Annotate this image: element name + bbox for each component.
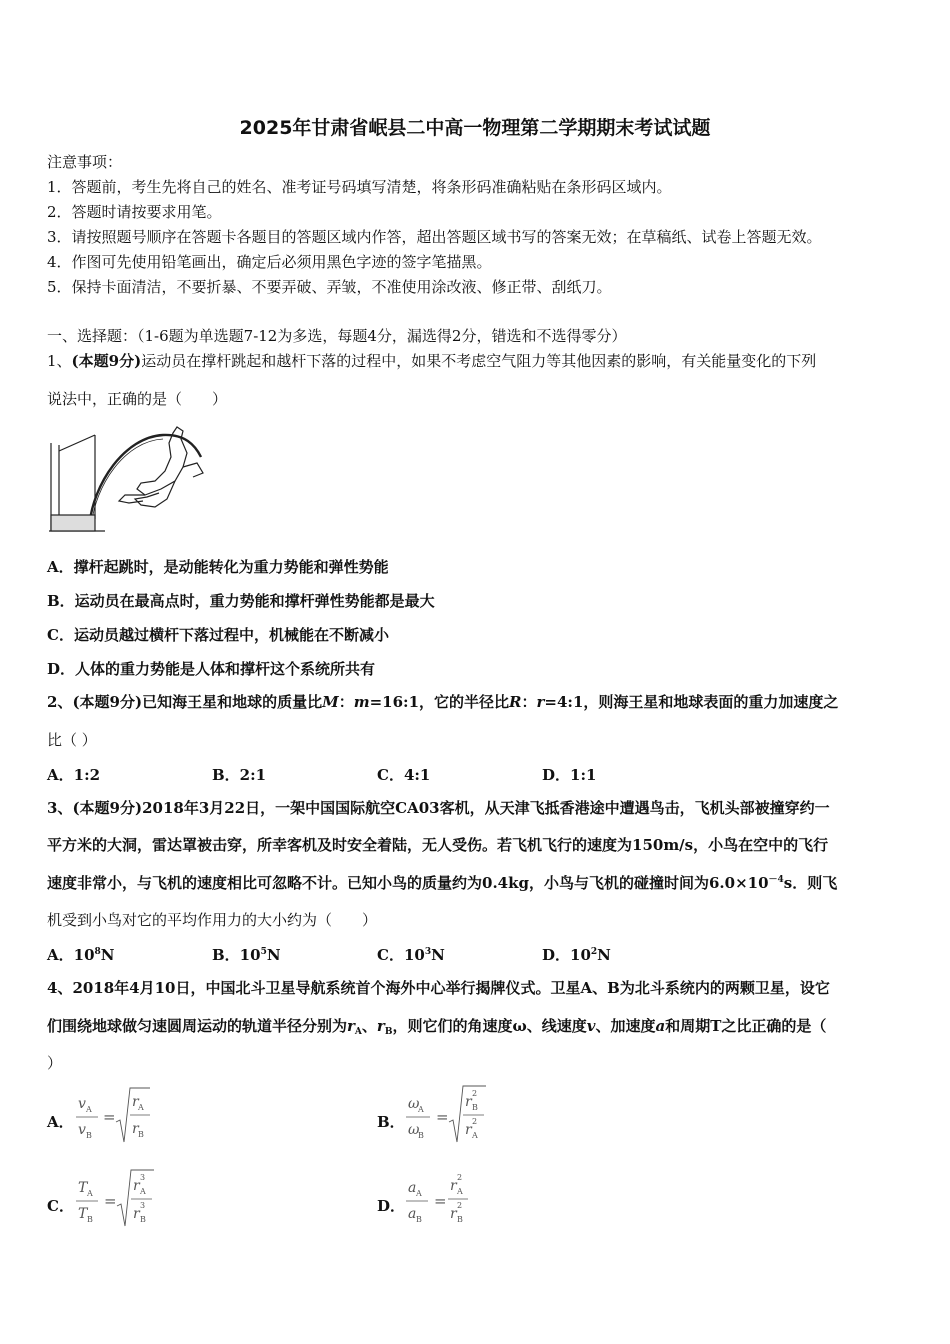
formula-c	[74, 1168, 174, 1230]
svg-text:B: B	[472, 1103, 478, 1112]
question-4-line1	[47, 978, 830, 998]
symbol-v: v	[586, 1017, 596, 1035]
svg-text:A: A	[416, 1189, 422, 1198]
svg-text:r: r	[133, 1206, 140, 1222]
option-b: B．运动员在最高点时，重力势能和撑杆弹性势能都是最大	[47, 592, 435, 610]
question-text: 2018年4月10日，中国北斗卫星导航系统首个海外中心举行揭牌仪式。卫星A、B为北斗系统内的两颗卫星，设它	[72, 979, 830, 997]
crossbar	[59, 435, 95, 451]
svg-text:a: a	[408, 1180, 417, 1196]
question-3-line3	[47, 873, 837, 893]
question-1-line2: 说法中，正确的是（ ）	[47, 390, 228, 408]
svg-text:T: T	[78, 1206, 88, 1222]
notice-item: 5．保持卡面清洁，不要折暴、不要弄破、弄皱，不准使用涂改液、修正带、刮纸刀。	[47, 278, 612, 296]
svg-text:3: 3	[140, 1173, 146, 1182]
question-1-line1	[47, 351, 816, 371]
pole-vault-illustration	[45, 423, 215, 533]
question-text: 速度非常小，与飞机的速度相比可忽略不计。已知小鸟的质量约为0.4kg，小鸟与飞机的碰撞时间为6.0×10	[47, 874, 769, 892]
option-c: C．$10^3N$	[377, 946, 445, 964]
question-text: 2018年3月22日，一架中国国际航空CA03客机，从天津飞抵香港途中遭遇鸟击，飞机头部被撞穿约一	[142, 799, 830, 817]
question-text: 运动员在撑杆跳起和越杆下落的过程中，如果不考虑空气阻力等其他因素的影响，有关能量变化的下列	[141, 352, 817, 370]
notice-item: 1．答题前，考生先将自己的姓名、准考证号码填写清楚，将条形码准确粘贴在条形码区域内。	[47, 178, 672, 196]
symbol-r: r	[347, 1017, 355, 1035]
question-number: 2、	[47, 693, 73, 711]
question-text: 已知海王星和地球的质量比	[142, 693, 323, 711]
option-d: D．$10^2N$	[542, 946, 611, 964]
question-2-line2: 比（ ）	[47, 731, 97, 749]
question-tag: (本题9分)	[72, 799, 143, 817]
question-2-line1	[47, 692, 838, 712]
formula-num: v	[78, 1096, 86, 1112]
svg-text:r: r	[133, 1178, 140, 1194]
option-b: B．$10^5N$	[212, 946, 281, 964]
svg-text:=: =	[104, 1192, 117, 1210]
question-text: s．则飞	[783, 874, 838, 892]
svg-text:r: r	[132, 1121, 139, 1137]
question-text: 们围绕地球做匀速圆周运动的轨道半径分别为	[47, 1017, 348, 1035]
svg-text:A: A	[472, 1131, 478, 1140]
question-text: =4:1，则海王星和地球表面的重力加速度之	[544, 693, 839, 711]
svg-text:B: B	[86, 1131, 92, 1140]
question-text: =16:1，它的半径比	[369, 693, 510, 711]
svg-text:ω: ω	[408, 1096, 420, 1112]
question-text: ：	[521, 693, 537, 711]
svg-text:r: r	[450, 1206, 457, 1222]
symbol-R: R	[509, 693, 522, 711]
svg-text:A: A	[140, 1187, 146, 1196]
question-4-line2: 们围绕地球做匀速圆周运动的轨道半径分别为$r_A$、$r_B$，则它们的角速度ω、线速度v、加速度a和周期T之比正确的是（	[47, 1017, 827, 1037]
option-b: B．	[377, 1113, 405, 1131]
svg-text:3: 3	[140, 1201, 146, 1210]
formula-d	[404, 1170, 484, 1230]
option-b: B．2:1	[212, 766, 267, 784]
svg-text:r: r	[465, 1094, 472, 1110]
question-tag: (本题9分)	[72, 693, 143, 711]
svg-text:ω: ω	[408, 1122, 420, 1138]
exponent: －4	[768, 875, 784, 885]
option-c: C．4:1	[377, 766, 431, 784]
svg-text:r: r	[132, 1094, 139, 1110]
symbol-a: a	[655, 1017, 666, 1035]
svg-text:A: A	[86, 1105, 92, 1114]
question-number: 3、	[47, 799, 73, 817]
notice-heading: 注意事项：	[47, 153, 123, 171]
option-a: A．$10^8N$	[47, 946, 115, 964]
option-c: C．	[47, 1197, 74, 1215]
formula-a	[74, 1086, 164, 1146]
svg-text:2: 2	[457, 1173, 463, 1182]
svg-text:r: r	[465, 1122, 472, 1138]
svg-text:T: T	[78, 1180, 88, 1196]
svg-text:B: B	[416, 1215, 422, 1224]
question-text: ：	[338, 693, 354, 711]
question-number: 4、	[47, 979, 73, 997]
notice-item: 2．答题时请按要求用笔。	[47, 203, 222, 221]
question-tag: (本题9分)	[71, 352, 142, 370]
section-heading: 一、选择题：（1-6题为单选题7-12为多选，每题4分，漏选得2分，错选和不选得零分）	[47, 327, 627, 345]
svg-text:B: B	[138, 1130, 144, 1139]
question-number: 1、	[47, 352, 72, 370]
symbol-M: M	[322, 693, 339, 711]
symbol-r: r	[376, 1017, 385, 1035]
notice-item: 4．作图可先使用铅笔画出，确定后必须用黑色字迹的签字笔描黑。	[47, 253, 492, 271]
svg-text:r: r	[450, 1178, 457, 1194]
svg-text:=: =	[434, 1192, 447, 1210]
page-title: 2025年甘肃省岷县二中高一物理第二学期期末考试试题	[239, 117, 711, 139]
option-d: D．	[377, 1197, 406, 1215]
svg-text:2: 2	[457, 1201, 463, 1210]
svg-text:2: 2	[472, 1089, 478, 1098]
svg-text:a: a	[408, 1206, 417, 1222]
svg-text:v: v	[78, 1122, 86, 1138]
option-c: C．运动员越过横杆下落过程中，机械能在不断减小	[47, 626, 389, 644]
option-a: A．撑杆起跳时，是动能转化为重力势能和弹性势能	[47, 558, 389, 576]
svg-text:=: =	[103, 1108, 116, 1126]
option-d: D．1:1	[542, 766, 597, 784]
question-3-line2: 平方米的大洞，雷达罩被击穿，所幸客机及时安全着陆，无人受伤。若飞机飞行的速度为150m/s，小鸟在空中的飞行	[47, 836, 829, 854]
svg-text:A: A	[138, 1103, 144, 1112]
question-3-line4: 机受到小鸟对它的平均作用力的大小约为（ ）	[47, 911, 378, 929]
notice-item: 3．请按照题号顺序在答题卡各题目的答题区域内作答，超出答题区域书写的答案无效；在草稿纸、试卷上答题无效。	[47, 228, 822, 246]
question-4-line3: ）	[47, 1054, 63, 1072]
svg-text:B: B	[457, 1215, 463, 1224]
formula-b	[404, 1084, 504, 1146]
question-3-line1	[47, 798, 830, 818]
option-d: D．人体的重力势能是人体和撑杆这个系统所共有	[47, 660, 376, 678]
svg-text:2: 2	[472, 1117, 478, 1126]
svg-text:B: B	[418, 1131, 424, 1140]
svg-text:A: A	[87, 1189, 93, 1198]
svg-text:A: A	[418, 1105, 424, 1114]
option-a: A．1:2	[47, 766, 101, 784]
option-a: A．	[47, 1113, 74, 1131]
svg-text:B: B	[140, 1215, 146, 1224]
svg-text:=: =	[436, 1108, 449, 1126]
svg-text:B: B	[87, 1215, 93, 1224]
symbol-r: r	[536, 693, 545, 711]
svg-text:A: A	[457, 1187, 463, 1196]
symbol-m: m	[353, 693, 370, 711]
